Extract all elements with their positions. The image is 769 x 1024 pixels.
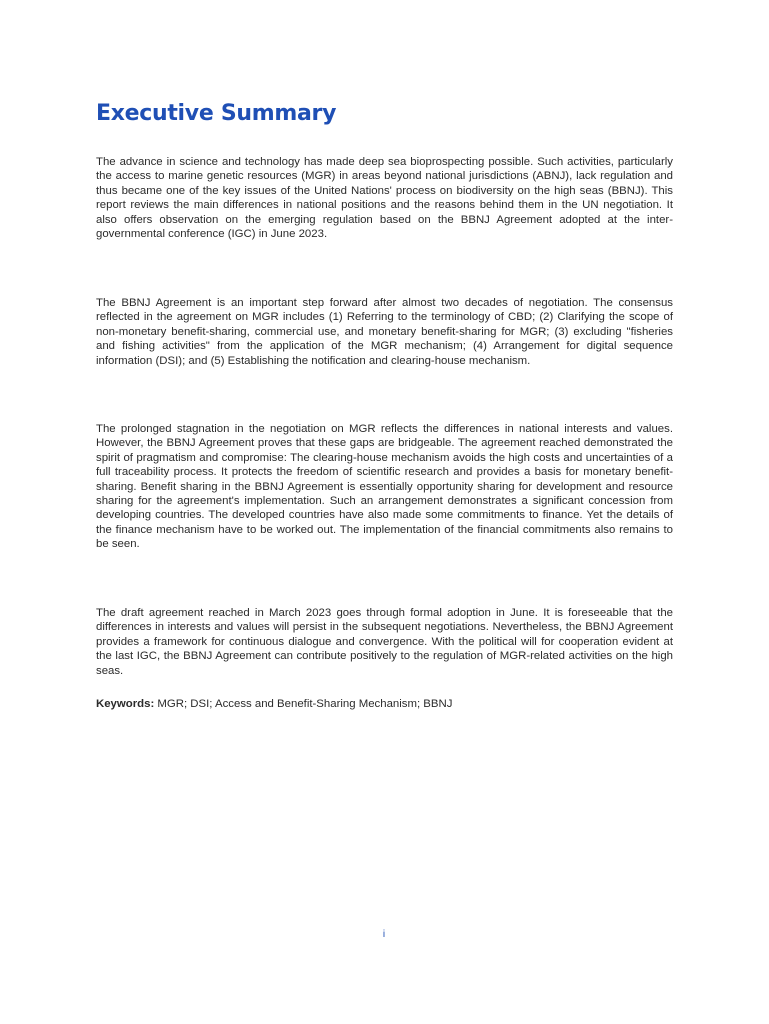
- keywords-text: MGR; DSI; Access and Benefit-Sharing Mechanism; BBNJ: [157, 698, 453, 710]
- keywords-label: Keywords:: [96, 698, 155, 710]
- keywords-line: [96, 697, 673, 711]
- page-title: Executive Summary: [96, 101, 337, 126]
- summary-paragraph-2: The BBNJ Agreement is an important step forward after almost two decades of negotiation. The consensus reflected in the agreement on MGR includes (1) Referring to the terminology of CBD; (2) Clarifying the scope of non-monetary benefit-sharing, commercial use, and monetary benefit-sharing for MGR; (3) excluding "fisheries and fishing activities" from the application of the MGR mechanism; (4) Arrangement for digital sequence information (DSI); and (5) Establishing the notification and clearing-house mechanism.: [96, 297, 673, 367]
- summary-paragraph-1: The advance in science and technology has made deep sea bioprospecting possible. Such activities, particularly the access to marine genetic resources (MGR) in areas beyond national jurisdictions (ABNJ), lack regulation and thus became one of the key issues of the United Nations' process on biodiversity on the high seas (BBNJ). This report reviews the main differences in national positions and the reasons behind them in the UN negotiation. It also offers observation on the emerging regulation based on the BBNJ Agreement adopted at the inter-governmental conference (IGC) in June 2023.: [96, 156, 673, 241]
- summary-paragraph-4: The draft agreement reached in March 2023 goes through formal adoption in June. It is foreseeable that the differences in interests and values will persist in the subsequent negotiations. Nevertheless, the BBNJ Agreement provides a framework for continuous dialogue and convergence. With the political will for cooperation evident at the last IGC, the BBNJ Agreement can contribute positively to the regulation of MGR-related activities on the high seas.: [96, 607, 673, 677]
- page-number: i: [382, 929, 386, 940]
- summary-paragraph-3: The prolonged stagnation in the negotiation on MGR reflects the differences in national interests and values. However, the BBNJ Agreement proves that these gaps are bridgeable. The agreement reached demonstrated the spirit of pragmatism and compromise: The clearing-house mechanism avoids the high costs and uncertainties of a full traceability process. It protects the freedom of scientific research and provides a basis for monetary benefit-sharing. Benefit sharing in the BBNJ Agreement is essentially opportunity sharing for development and resource sharing for the agreement's implementation. Such an arrangement demonstrates a significant concession from developing countries. The developed countries have also made some commitments to finance. Yet the details of the finance mechanism have to be worked out. The implementation of the financial commitments also remains to be seen.: [96, 423, 673, 551]
